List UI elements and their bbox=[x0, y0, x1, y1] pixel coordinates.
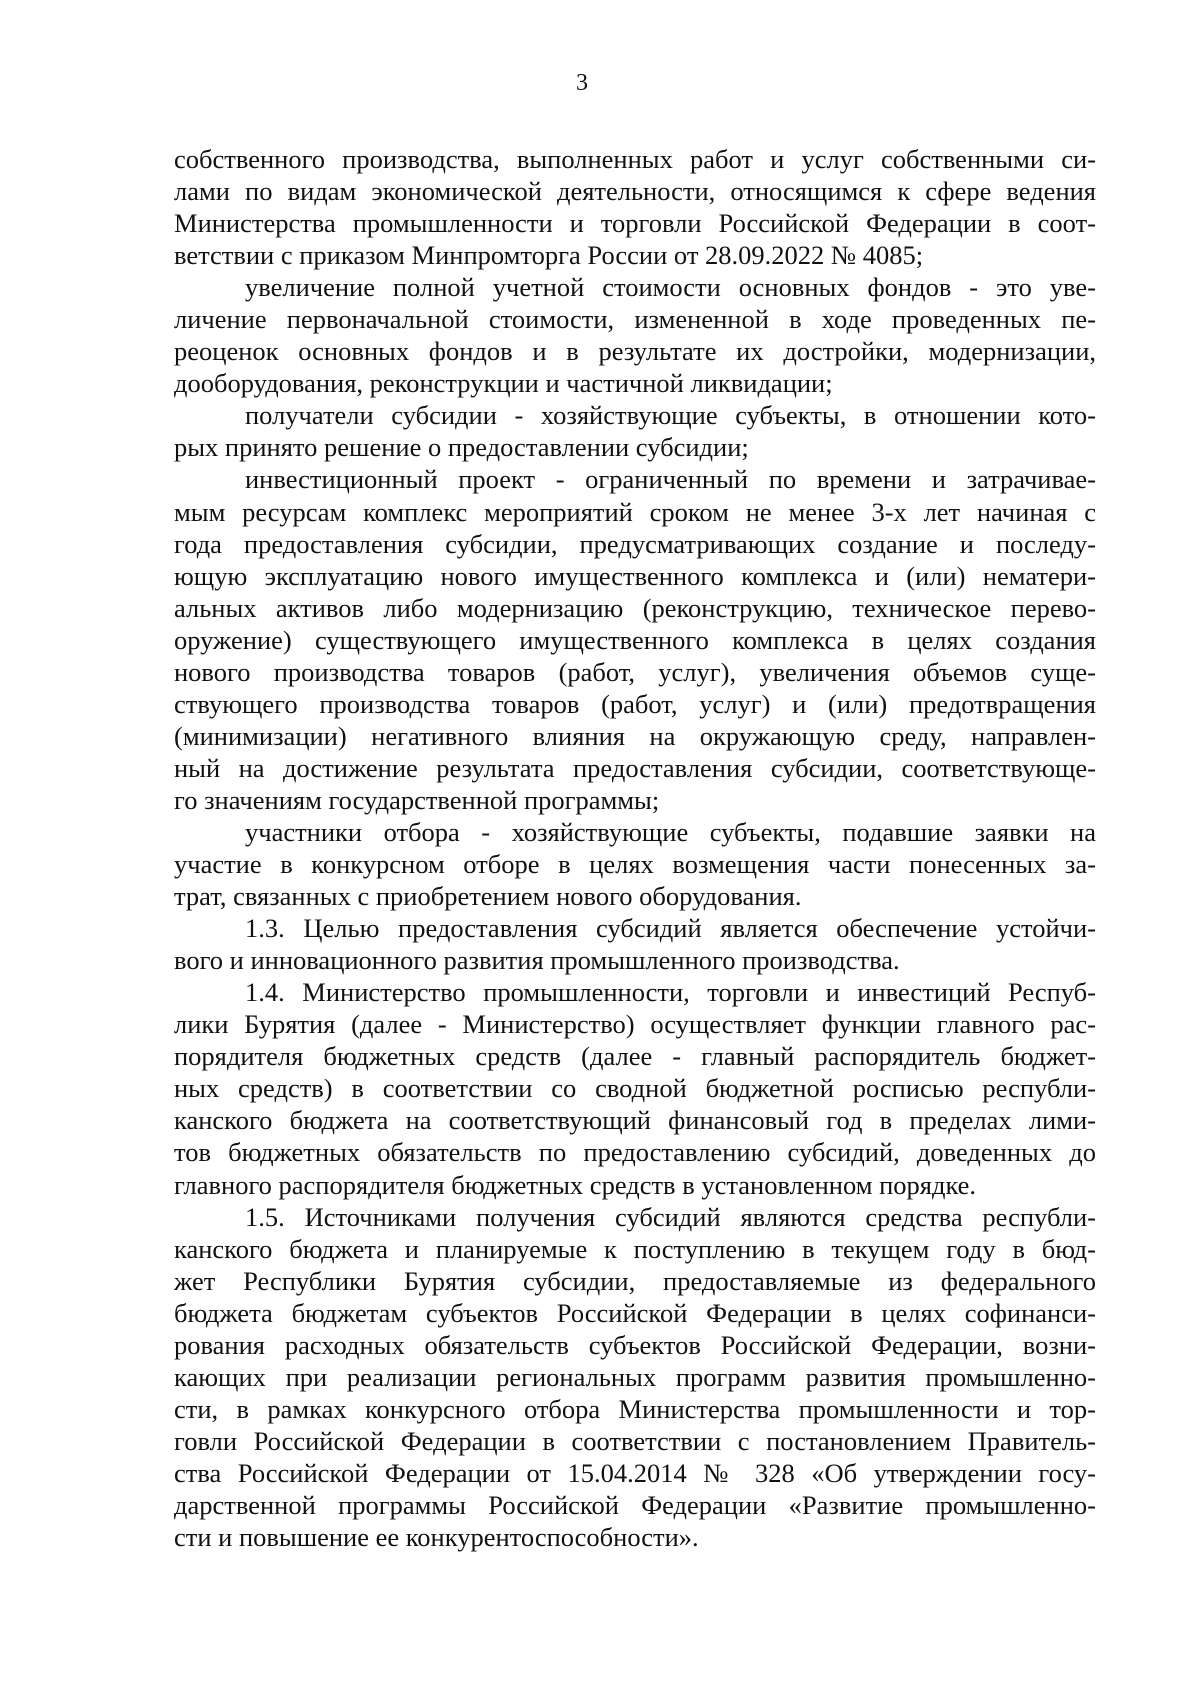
text-line: нового производства товаров (работ, услуг), увеличения объемов суще- bbox=[174, 656, 1096, 687]
text-line: ветствии с приказом Минпромторга России от 28.09.2022 № 4085; bbox=[174, 240, 924, 271]
text-line: увеличение полной учетной стоимости основных фондов - это уве- bbox=[245, 272, 1096, 303]
text-line: участники отбора - хозяйствующие субъекты, подавшие заявки на bbox=[245, 816, 1096, 847]
text-line: го значениям государственной программы; bbox=[174, 784, 660, 815]
text-line: лами по видам экономической деятельности, относящимся к сфере ведения bbox=[174, 176, 1096, 207]
text-line: сти и повышение ее конкурентоспособности». bbox=[174, 1522, 699, 1553]
text-line: бюджета бюджетам субъектов Российской Федерации в целях софинанси- bbox=[174, 1297, 1096, 1328]
text-line: 1.4. Министерство промышленности, торговли и инвестиций Респуб- bbox=[245, 977, 1096, 1008]
text-line: кающих при реализации региональных программ развития промышленно- bbox=[174, 1361, 1096, 1392]
text-line: рых принято решение о предоставлении субсидии; bbox=[174, 432, 749, 463]
text-line: участие в конкурсном отборе в целях возмещения части понесенных за- bbox=[174, 849, 1096, 880]
text-line: получатели субсидии - хозяйствующие субъекты, в отношении кото- bbox=[245, 400, 1096, 431]
text-line: ный на достижение результата предоставления субсидии, соответствующе- bbox=[174, 752, 1096, 783]
text-line: собственного производства, выполненных работ и услуг собственными си- bbox=[174, 144, 1096, 174]
text-line: сти, в рамках конкурсного отбора Министерства промышленности и тор- bbox=[174, 1393, 1096, 1424]
text-line: рования расходных обязательств субъектов Российской Федерации, возни- bbox=[174, 1329, 1096, 1360]
text-line: ных средств) в соответствии со сводной бюджетной росписью республи- bbox=[174, 1073, 1096, 1104]
page-number: 3 bbox=[576, 70, 588, 96]
text-line: тов бюджетных обязательств по предоставлению субсидий, доведенных до bbox=[174, 1137, 1096, 1168]
text-line: трат, связанных с приобретением нового оборудования. bbox=[174, 881, 802, 912]
text-line: ства Российской Федерации от 15.04.2014 № 328 «Об утверждении госу- bbox=[174, 1457, 1096, 1488]
text-line: ющую эксплуатацию нового имущественного комплекса и (или) нематери- bbox=[174, 560, 1096, 591]
text-line: оружение) существующего имущественного комплекса в целях создания bbox=[174, 624, 1096, 655]
text-line: личение первоначальной стоимости, измененной в ходе проведенных пе- bbox=[174, 304, 1096, 335]
text-line: главного распорядителя бюджетных средств в установленном порядке. bbox=[174, 1169, 977, 1200]
text-line: реоценок основных фондов и в результате их достройки, модернизации, bbox=[174, 336, 1096, 367]
text-line: мым ресурсам комплекс мероприятий сроком не менее 3-х лет начиная с bbox=[174, 496, 1096, 527]
text-line: лики Бурятия (далее - Министерство) осуществляет функции главного рас- bbox=[174, 1009, 1096, 1040]
text-line: говли Российской Федерации в соответствии с постановлением Правитель- bbox=[174, 1425, 1096, 1456]
text-line: канского бюджета на соответствующий финансовый год в пределах лими- bbox=[174, 1105, 1096, 1136]
text-line: (минимизации) негативного влияния на окружающую среду, направлен- bbox=[174, 720, 1096, 751]
text-line: вого и инновационного развития промышленного производства. bbox=[174, 945, 900, 976]
text-line: Министерства промышленности и торговли Российской Федерации в соот- bbox=[174, 208, 1096, 239]
document-body bbox=[174, 143, 1096, 1553]
text-line: ствующего производства товаров (работ, услуг) и (или) предотвращения bbox=[174, 688, 1096, 719]
text-line: дооборудования, реконструкции и частичной ликвидации; bbox=[174, 368, 833, 399]
text-line: порядителя бюджетных средств (далее - главный распорядитель бюджет- bbox=[174, 1041, 1096, 1072]
text-line: года предоставления субсидии, предусматривающих создание и последу- bbox=[174, 528, 1096, 559]
text-line: 1.5. Источниками получения субсидий являются средства республи- bbox=[245, 1201, 1096, 1232]
text-line: инвестиционный проект - ограниченный по времени и затрачивае- bbox=[245, 464, 1096, 495]
text-line: 1.3. Целью предоставления субсидий является обеспечение устойчи- bbox=[245, 913, 1096, 944]
text-line: канского бюджета и планируемые к поступлению в текущем году в бюд- bbox=[174, 1233, 1096, 1264]
text-line: дарственной программы Российской Федерации «Развитие промышленно- bbox=[174, 1489, 1096, 1520]
text-line: альных активов либо модернизацию (реконструкцию, техническое перево- bbox=[174, 592, 1096, 623]
text-line: жет Республики Бурятия субсидии, предоставляемые из федерального bbox=[174, 1265, 1096, 1296]
